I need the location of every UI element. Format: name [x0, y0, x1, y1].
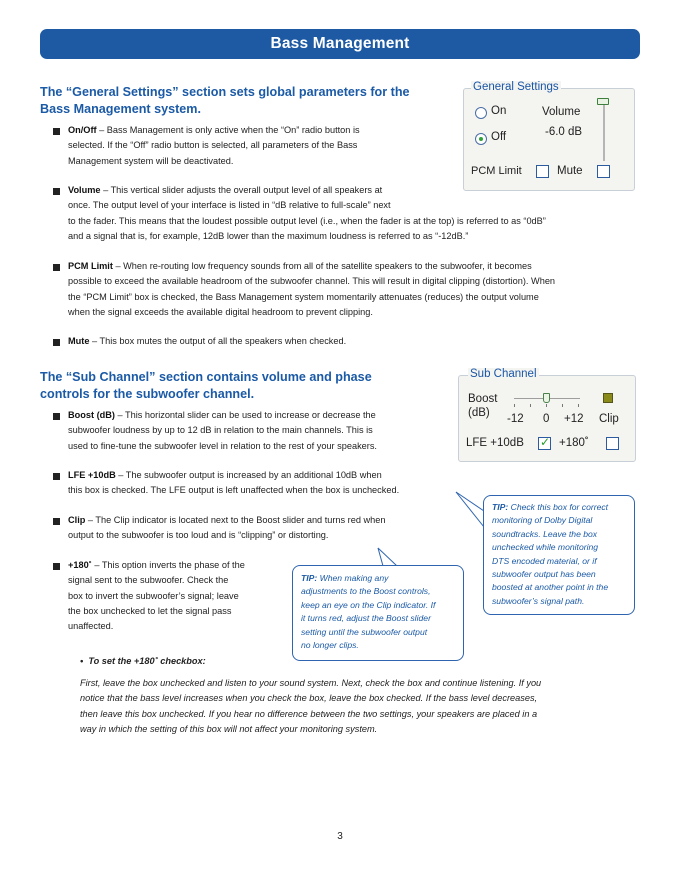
sub-channel-title: Sub Channel — [470, 368, 537, 380]
boost-tick — [546, 404, 547, 407]
text-line: used to fine-tune the subwoofer level in relation to the rest of your speakers. — [68, 440, 377, 451]
tip-text: adjustments to the Boost controls, — [301, 586, 431, 597]
boost-tick — [578, 404, 579, 407]
text-line: box to invert the subwoofer’s signal; leave — [68, 590, 239, 601]
lfe-checkbox[interactable] — [538, 437, 551, 450]
lfe-label: LFE +10dB — [466, 437, 524, 449]
bullet-square — [53, 128, 60, 135]
tip-text: keep an eye on the Clip indicator. If — [301, 599, 436, 610]
bullet-term: LFE +10dB — [68, 470, 116, 480]
banner-title: Bass Management — [270, 35, 410, 52]
text-line: then leave this box unchecked. If you hear no difference between the two settings, your speakers are placed in a — [80, 708, 538, 719]
tip-text: soundtracks. Leave the box — [492, 528, 598, 539]
text-line: – This box mutes the output of all the speakers when checked. — [89, 336, 347, 346]
text-line: subwoofer loudness by up to 12 dB in relation to the main channels. This is — [68, 425, 373, 436]
heading-line: The “Sub Channel” section contains volume and phase — [40, 370, 372, 384]
subsection-paragraph — [80, 676, 640, 737]
text-line: – The subwoofer output is increased by an additional 10dB when — [115, 470, 382, 480]
volume-fader-handle[interactable] — [597, 98, 609, 105]
text-line: – The Clip indicator is located next to the Boost slider and turns red when — [85, 515, 386, 525]
text-line: – Bass Management is only active when the “On” radio button is — [96, 125, 360, 135]
bullet-square — [53, 413, 60, 420]
bullet-square — [53, 563, 60, 570]
bullet-dot: • — [80, 656, 89, 666]
bullet-square — [53, 339, 60, 346]
clip-label: Clip — [599, 413, 619, 425]
text-line: unaffected. — [68, 621, 114, 632]
sub-channel-heading — [40, 369, 372, 403]
bullet-term: Mute — [68, 336, 90, 346]
tip-text: When making any — [317, 573, 389, 583]
boost-tick-label: -12 — [507, 413, 524, 425]
text-line: to the fader. This means that the loudest possible output level (i.e., when the fader is at the top) is referred to as “0dB” — [68, 215, 546, 226]
tip-text: DTS encoded material, or if — [492, 555, 597, 566]
clip-indicator — [603, 393, 613, 403]
bullet-square — [53, 473, 60, 480]
tip-text: setting until the subwoofer output — [301, 626, 428, 637]
text-line: – This vertical slider adjusts the overall output level of all speakers at — [100, 185, 383, 195]
phase-checkbox[interactable] — [606, 437, 619, 450]
bullet-term: PCM Limit — [68, 261, 113, 271]
tip-label: TIP: — [301, 573, 318, 583]
tip-callout-dolby — [483, 495, 635, 615]
tip-text: subwoofer’s signal path. — [492, 595, 585, 606]
db-label: (dB) — [468, 407, 490, 419]
subsection-title — [80, 654, 206, 669]
text-line: – This horizontal slider can be used to increase or decrease the — [114, 410, 376, 420]
boost-tick-label: 0 — [543, 413, 550, 425]
tip-text: no longer clips. — [301, 640, 359, 651]
boost-tick — [514, 404, 515, 407]
tip-label: TIP: — [492, 502, 509, 512]
pcm-limit-label: PCM Limit — [471, 165, 522, 177]
text-line: possible to exceed the available headroom of the subwoofer channel. This will result in digital clipping (distortion). When — [68, 276, 556, 287]
text-line: when the signal exceeds the available digital headroom to prevent clipping. — [68, 306, 373, 317]
off-label: Off — [491, 131, 507, 143]
phase-label: +180˚ — [559, 437, 589, 449]
off-radio[interactable] — [475, 133, 487, 145]
text-line: way in which the setting of this box will not affect your monitoring system. — [80, 723, 378, 734]
bullet-term: Volume — [68, 185, 101, 195]
text-line: Management system will be deactivated. — [68, 155, 234, 166]
bullet-term: Boost (dB) — [68, 410, 115, 420]
boost-tick-label: +12 — [564, 413, 584, 425]
general-settings-title: General Settings — [473, 81, 559, 93]
heading-line: controls for the subwoofer channel. — [40, 387, 255, 401]
text-line: once. The output level of your interface is listed in “dB relative to full-scale” next — [68, 200, 391, 211]
tip-callout-boost — [292, 565, 464, 661]
heading-line: The “General Settings” section sets global parameters for the — [40, 85, 410, 99]
on-radio[interactable] — [475, 107, 487, 119]
heading-line: Bass Management system. — [40, 102, 201, 116]
text-line: First, leave the box unchecked and listen to your sound system. Next, check the box and continue listening. If you — [80, 678, 542, 688]
tip-text: boosted at another point in the — [492, 582, 609, 593]
general-settings-heading — [40, 84, 410, 118]
bullet-square — [53, 188, 60, 195]
bullet-square — [53, 264, 60, 271]
volume-label: Volume — [542, 106, 581, 118]
boost-tick — [562, 404, 563, 407]
pcm-limit-checkbox[interactable] — [536, 165, 549, 178]
volume-value: -6.0 dB — [545, 126, 583, 138]
boost-label: Boost — [468, 393, 498, 405]
volume-fader-track — [603, 101, 605, 161]
section-banner — [40, 29, 640, 59]
bullet-term: Clip — [68, 515, 86, 525]
text-line: the “PCM Limit” box is checked, the Bass Management system momentarily attenuates (reduces) the output volume — [68, 291, 539, 302]
tip-text: Check this box for correct — [508, 502, 609, 512]
tip-text: monitoring of Dolby Digital — [492, 515, 593, 526]
boost-slider-handle[interactable] — [543, 393, 550, 403]
text-line: – When re-routing low frequency sounds from all of the satellite speakers to the subwoofer, it becomes — [112, 261, 532, 271]
bullet-term: On/Off — [68, 125, 97, 135]
on-label: On — [491, 105, 507, 117]
text-line: this box is checked. The LFE output is left unaffected when the box is unchecked. — [68, 485, 400, 496]
boost-tick — [530, 404, 531, 407]
text-line: and a signal that is, for example, 12dB lower than the maximum loudness is referred to as “-12dB.” — [68, 230, 469, 241]
tip-text: unchecked while monitoring — [492, 542, 599, 553]
mute-checkbox[interactable] — [597, 165, 610, 178]
tip-text: subwoofer output has been — [492, 569, 596, 580]
text-line: – This option inverts the phase of the — [91, 560, 245, 570]
text-line: output to the subwoofer is too loud and is “clipping” or distorting. — [68, 530, 329, 541]
tip-text: it turns red, adjust the Boost slider — [301, 613, 431, 624]
bullet-square — [53, 518, 60, 525]
page-number: 3 — [337, 831, 343, 842]
text-line: signal sent to the subwoofer. Check the — [68, 575, 229, 586]
text-line: notice that the bass level increases when you check the box, leave the box checked. If the bass level decreases, — [80, 693, 538, 704]
bullet-term: +180˚ — [68, 560, 92, 570]
text-line: the box unchecked to let the signal pass — [68, 605, 232, 616]
mute-label: Mute — [557, 165, 583, 177]
text-line: selected. If the “Off” radio button is selected, all parameters of the Bass — [68, 140, 358, 151]
subsection-title-text: To set the +180˚ checkbox: — [88, 656, 206, 666]
